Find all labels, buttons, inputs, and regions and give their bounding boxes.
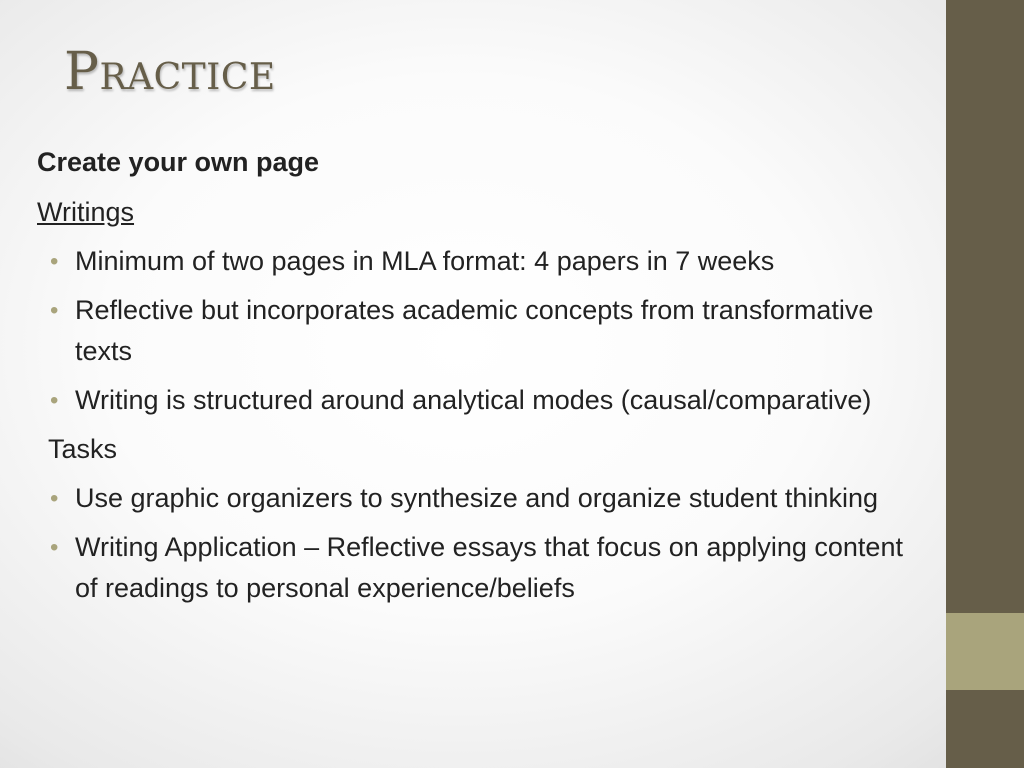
writings-bullet-list xyxy=(37,241,932,421)
bullet-item xyxy=(37,380,932,421)
bullet-item xyxy=(37,241,932,282)
bullet-item xyxy=(37,527,932,609)
bullet-text: Use graphic organizers to synthesize and organize student thinking xyxy=(75,483,878,513)
slide-title: Practice xyxy=(64,42,276,102)
bullet-dot-icon: • xyxy=(50,534,59,561)
bullet-dot-icon: • xyxy=(50,485,59,512)
section-label-tasks: Tasks xyxy=(48,434,118,464)
content-subheading: Create your own page xyxy=(37,147,320,177)
slide-content xyxy=(37,142,932,617)
side-decor-accent xyxy=(946,613,1024,690)
tasks-bullet-list xyxy=(37,478,932,609)
bullet-text: Reflective but incorporates academic concepts from transformative texts xyxy=(75,295,874,366)
bullet-item xyxy=(37,290,932,372)
bullet-dot-icon: • xyxy=(50,297,59,324)
bullet-text: Minimum of two pages in MLA format: 4 papers in 7 weeks xyxy=(75,246,775,276)
bullet-item xyxy=(37,478,932,519)
bullet-text: Writing Application – Reflective essays that focus on applying content of readings to personal experience/beliefs xyxy=(75,532,903,603)
bullet-dot-icon: • xyxy=(50,387,59,414)
bullet-dot-icon: • xyxy=(50,248,59,275)
bullet-text: Writing is structured around analytical modes (causal/comparative) xyxy=(75,385,872,415)
section-label-writings: Writings xyxy=(37,197,135,227)
